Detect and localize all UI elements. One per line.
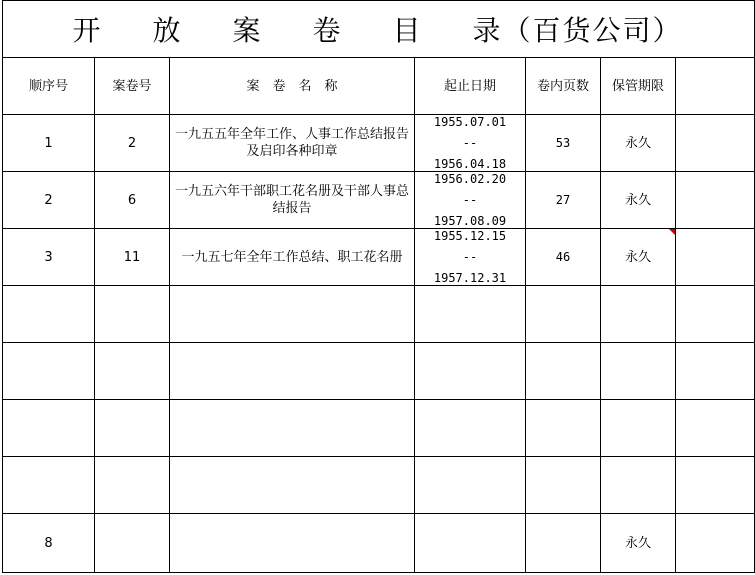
cell-pages[interactable] [526,400,600,456]
title-char: 开 [72,14,103,47]
date-start: 1955.12.15 [433,228,507,243]
cell-extra[interactable] [676,343,754,399]
cell-date-range[interactable] [415,514,525,572]
cell-seq[interactable]: 1 [44,135,53,151]
cell-pages[interactable]: 53 [555,135,571,150]
title-char: 录 [472,14,503,47]
title-suffix: （百货公司） [502,14,683,47]
cell-seq[interactable]: 3 [44,249,53,265]
cell-file-name[interactable] [170,457,414,513]
title-char: 案 [232,14,263,47]
cell-extra[interactable] [676,514,754,572]
header-date-range[interactable]: 起止日期 [443,78,496,94]
cell-pages[interactable] [526,343,600,399]
cell-retention[interactable]: 永久 [624,192,651,208]
cell-seq[interactable]: 2 [44,192,53,208]
date-sep: -- [462,135,478,150]
date-end: 1957.12.31 [433,270,507,285]
cell-extra[interactable] [676,286,754,342]
cell-file-no[interactable] [95,343,169,399]
cell-file-no[interactable]: 11 [123,249,141,265]
cell-pages[interactable] [526,457,600,513]
header-seq[interactable]: 顺序号 [28,78,68,94]
cell-seq[interactable] [3,286,94,342]
grid-line [2,572,755,573]
cell-file-no[interactable]: 2 [127,135,137,151]
cell-file-no[interactable] [95,514,169,572]
cell-date-range[interactable] [415,400,525,456]
cell-date-range[interactable] [415,115,525,171]
cell-date-range[interactable] [415,343,525,399]
cell-seq[interactable] [3,343,94,399]
cell-retention[interactable]: 永久 [624,249,651,265]
header-file-no[interactable]: 案卷号 [112,78,152,94]
date-end: 1956.04.18 [433,156,507,171]
cell-extra[interactable] [676,229,754,285]
cell-pages[interactable]: 27 [555,192,571,207]
date-sep: -- [462,249,478,264]
cell-file-no[interactable]: 6 [127,192,137,208]
cell-file-no[interactable] [95,286,169,342]
cell-retention[interactable]: 永久 [624,535,651,551]
cell-retention[interactable] [601,457,675,513]
date-start: 1956.02.20 [433,171,507,186]
date-sep: -- [462,192,478,207]
title-char: 目 [392,14,423,47]
cell-extra[interactable] [676,400,754,456]
cell-file-no[interactable] [95,457,169,513]
cell-extra[interactable] [676,172,754,228]
cell-seq[interactable] [3,400,94,456]
title-char: 放 [152,14,183,47]
cell-date-range[interactable] [415,286,525,342]
page-title [0,0,755,58]
cell-date-range[interactable] [415,229,525,285]
header-extra[interactable] [676,58,754,114]
header-pages[interactable]: 卷内页数 [536,78,589,94]
cell-seq[interactable] [3,457,94,513]
cell-seq[interactable]: 8 [44,535,53,551]
cell-file-name[interactable]: 一九五五年全年工作、人事工作总结报告及启印各种印章 [174,127,409,159]
cell-retention[interactable] [601,400,675,456]
header-name[interactable]: 案 卷 名 称 [246,78,338,94]
cell-pages[interactable] [526,514,600,572]
cell-file-name[interactable] [170,343,414,399]
cell-extra[interactable] [676,457,754,513]
cell-file-name[interactable] [170,400,414,456]
cell-retention[interactable] [601,343,675,399]
cell-retention[interactable] [601,286,675,342]
title-char: 卷 [312,14,343,47]
cell-extra[interactable] [676,115,754,171]
date-end: 1957.08.09 [433,213,507,228]
cell-file-name[interactable] [170,286,414,342]
cell-pages[interactable] [526,286,600,342]
comment-indicator-icon[interactable] [669,229,675,235]
cell-file-name[interactable]: 一九五六年干部职工花名册及干部人事总结报告 [174,184,409,216]
cell-pages[interactable]: 46 [555,249,571,264]
title-main [72,9,502,49]
cell-file-no[interactable] [95,400,169,456]
header-retention[interactable]: 保管期限 [611,78,664,94]
cell-file-name[interactable] [170,514,414,572]
date-start: 1955.07.01 [433,114,507,129]
cell-retention[interactable]: 永久 [624,135,651,151]
cell-date-range[interactable] [415,457,525,513]
cell-file-name[interactable]: 一九五七年全年工作总结、职工花名册 [181,249,403,265]
cell-date-range[interactable] [415,172,525,228]
